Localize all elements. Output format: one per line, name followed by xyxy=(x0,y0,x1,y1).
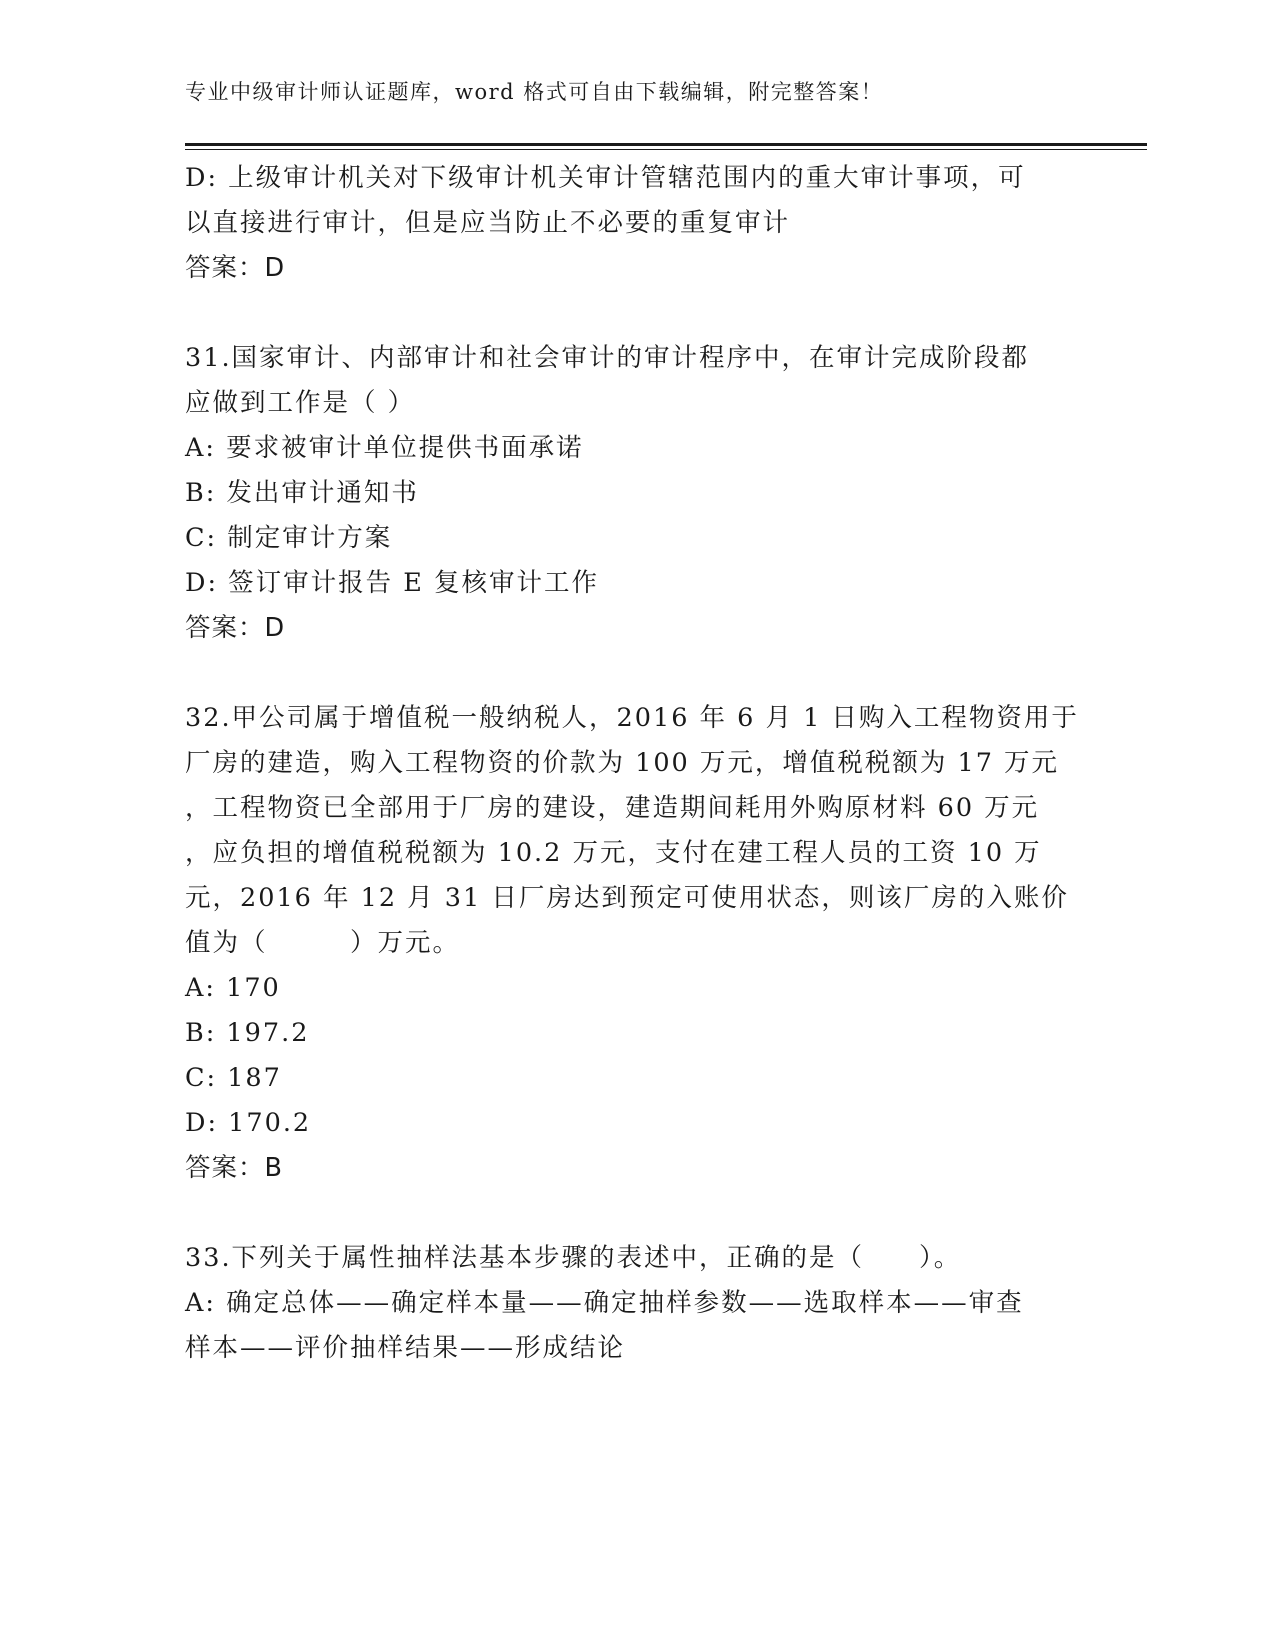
q31-option-c: C: 制定审计方案 xyxy=(185,523,393,553)
q32-stem-line-4: ，应负担的增值税税额为 10.2 万元，支付在建工程人员的工资 10 万 xyxy=(185,838,1042,868)
q32-stem-line-2: 厂房的建造，购入工程物资的价款为 100 万元，增值税税额为 17 万元 xyxy=(185,748,1060,778)
header-rule-thick xyxy=(185,143,1147,146)
question-content xyxy=(185,156,1085,1371)
spacer xyxy=(185,1191,1085,1236)
q30-answer: 答案：D xyxy=(185,253,286,283)
q30-option-d-line-2: 以直接进行审计，但是应当防止不必要的重复审计 xyxy=(185,208,791,238)
q31-option-d: D: 签订审计报告 E 复核审计工作 xyxy=(185,568,599,598)
q32-option-d: D: 170.2 xyxy=(185,1108,312,1138)
spacer xyxy=(185,291,1085,336)
q32-stem-line-5: 元，2016 年 12 月 31 日厂房达到预定可使用状态，则该厂房的入账价 xyxy=(185,883,1069,913)
q31-option-b: B: 发出审计通知书 xyxy=(185,478,419,508)
q33-option-a-line-2: 样本——评价抽样结果——形成结论 xyxy=(185,1333,626,1363)
q31-answer: 答案：D xyxy=(185,613,286,643)
q32-answer: 答案：B xyxy=(185,1153,283,1183)
spacer xyxy=(185,651,1085,696)
q31-option-a: A: 要求被审计单位提供书面承诺 xyxy=(185,433,584,463)
q31-stem-line-2: 应做到工作是（ ） xyxy=(185,388,416,418)
q32-option-b: B: 197.2 xyxy=(185,1018,310,1048)
q32-stem-line-6: 值为（ ）万元。 xyxy=(185,928,461,958)
q32-option-a: A: 170 xyxy=(185,973,281,1003)
q33-option-a-line-1: A: 确定总体——确定样本量——确定抽样参数——选取样本——审查 xyxy=(185,1288,1024,1318)
q32-stem-line-1: 32.甲公司属于增值税一般纳税人，2016 年 6 月 1 日购入工程物资用于 xyxy=(185,703,1079,733)
q31-stem-line-1: 31.国家审计、内部审计和社会审计的审计程序中，在审计完成阶段都 xyxy=(185,343,1030,373)
header-rule-thin xyxy=(185,149,1147,150)
page-header: 专业中级审计师认证题库，word 格式可自由下载编辑，附完整答案！ xyxy=(185,80,884,104)
q32-stem-line-3: ，工程物资已全部用于厂房的建设，建造期间耗用外购原材料 60 万元 xyxy=(185,793,1040,823)
q32-option-c: C: 187 xyxy=(185,1063,282,1093)
q30-option-d-line-1: D: 上级审计机关对下级审计机关审计管辖范围内的重大审计事项，可 xyxy=(185,163,1026,193)
q33-stem-line-1: 33.下列关于属性抽样法基本步骤的表述中，正确的是（ ）。 xyxy=(185,1243,962,1273)
